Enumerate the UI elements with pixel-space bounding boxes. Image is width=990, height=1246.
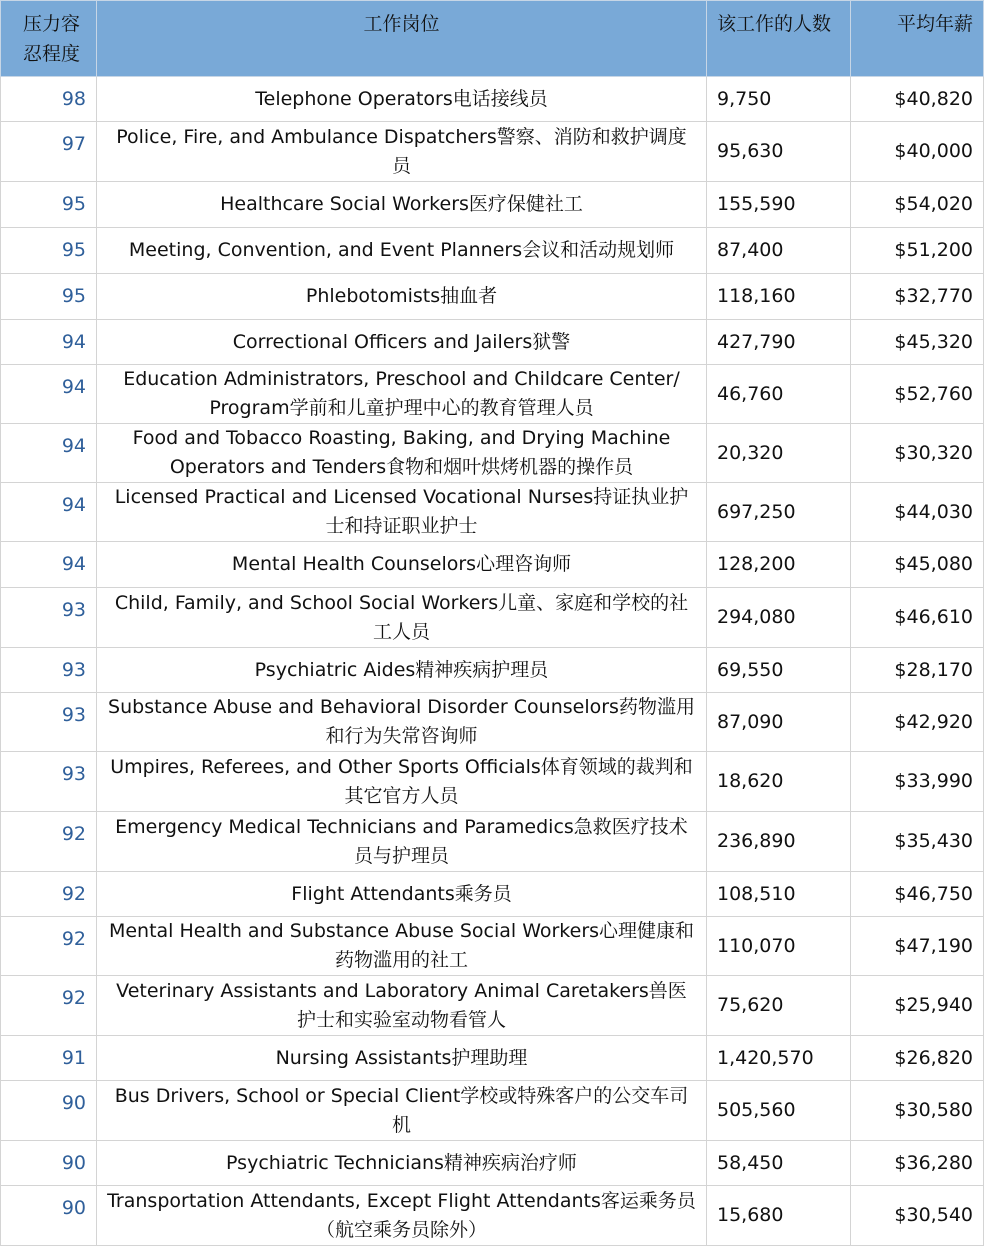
average-salary-cell: $30,580 <box>851 1081 984 1141</box>
table-row <box>1 182 984 228</box>
average-salary-cell: $28,170 <box>851 648 984 693</box>
average-salary-cell: $36,280 <box>851 1141 984 1186</box>
stress-score-cell: 94 <box>1 320 97 365</box>
employment-count-cell: 108,510 <box>707 872 851 917</box>
average-salary-cell: $40,000 <box>851 122 984 182</box>
job-title-cell: Healthcare Social Workers医疗保健社工 <box>97 182 707 228</box>
stress-score-cell: 93 <box>1 752 97 812</box>
employment-count-cell: 155,590 <box>707 182 851 228</box>
job-title-cell: Bus Drivers, School or Special Client学校或特殊客户的公交车司机 <box>97 1081 707 1141</box>
employment-count-cell: 46,760 <box>707 365 851 424</box>
table-row <box>1 752 984 812</box>
employment-count-cell: 18,620 <box>707 752 851 812</box>
job-title-cell: Education Administrators, Preschool and Childcare Center/ Program学前和儿童护理中心的教育管理人员 <box>97 365 707 424</box>
table-row <box>1 648 984 693</box>
average-salary-cell: $32,770 <box>851 274 984 320</box>
average-salary-cell: $45,080 <box>851 542 984 588</box>
table-row <box>1 365 984 424</box>
header-row <box>1 1 984 77</box>
employment-count-cell: 294,080 <box>707 588 851 648</box>
stress-score-cell: 95 <box>1 228 97 274</box>
job-title-cell: Phlebotomists抽血者 <box>97 274 707 320</box>
average-salary-cell: $51,200 <box>851 228 984 274</box>
job-title-cell: Emergency Medical Technicians and Paramedics急救医疗技术员与护理员 <box>97 812 707 872</box>
job-title-cell: Licensed Practical and Licensed Vocational Nurses持证执业护士和持证职业护士 <box>97 483 707 542</box>
average-salary-cell: $46,750 <box>851 872 984 917</box>
job-title-cell: Mental Health and Substance Abuse Social Workers心理健康和药物滥用的社工 <box>97 917 707 976</box>
employment-count-cell: 58,450 <box>707 1141 851 1186</box>
job-title-cell: Child, Family, and School Social Workers儿童、家庭和学校的社工人员 <box>97 588 707 648</box>
table-row <box>1 542 984 588</box>
employment-count-cell: 128,200 <box>707 542 851 588</box>
stress-score-cell: 91 <box>1 1036 97 1081</box>
stress-score-cell: 92 <box>1 812 97 872</box>
stress-score-cell: 93 <box>1 648 97 693</box>
table-row <box>1 122 984 182</box>
table-row <box>1 320 984 365</box>
table-row <box>1 424 984 483</box>
job-title-cell: Correctional Officers and Jailers狱警 <box>97 320 707 365</box>
employment-count-cell: 1,420,570 <box>707 1036 851 1081</box>
stress-score-cell: 90 <box>1 1141 97 1186</box>
employment-count-cell: 87,400 <box>707 228 851 274</box>
stress-score-cell: 95 <box>1 182 97 228</box>
average-salary-cell: $33,990 <box>851 752 984 812</box>
job-title-cell: Umpires, Referees, and Other Sports Officials体育领域的裁判和其它官方人员 <box>97 752 707 812</box>
employment-count-cell: 110,070 <box>707 917 851 976</box>
average-salary-cell: $26,820 <box>851 1036 984 1081</box>
table-header <box>1 1 984 77</box>
job-title-cell: Food and Tobacco Roasting, Baking, and Drying Machine Operators and Tenders食物和烟叶烘烤机器的操作员 <box>97 424 707 483</box>
average-salary-cell: $35,430 <box>851 812 984 872</box>
average-salary-cell: $52,760 <box>851 365 984 424</box>
table-row <box>1 976 984 1036</box>
stress-score-cell: 94 <box>1 424 97 483</box>
stress-score-cell: 90 <box>1 1081 97 1141</box>
employment-count-cell: 505,560 <box>707 1081 851 1141</box>
table-row <box>1 1036 984 1081</box>
job-title-cell: Substance Abuse and Behavioral Disorder Counselors药物滥用和行为失常咨询师 <box>97 693 707 752</box>
employment-count-cell: 697,250 <box>707 483 851 542</box>
average-salary-cell: $45,320 <box>851 320 984 365</box>
table-row <box>1 917 984 976</box>
job-title-cell: Flight Attendants乘务员 <box>97 872 707 917</box>
stress-score-cell: 92 <box>1 872 97 917</box>
table-row <box>1 1141 984 1186</box>
average-salary-cell: $54,020 <box>851 182 984 228</box>
stress-score-cell: 92 <box>1 917 97 976</box>
table-body <box>1 77 984 1246</box>
stress-score-cell: 98 <box>1 77 97 122</box>
average-salary-cell: $40,820 <box>851 77 984 122</box>
average-salary-cell: $46,610 <box>851 588 984 648</box>
job-title-cell: Transportation Attendants, Except Flight Attendants客运乘务员（航空乘务员除外） <box>97 1186 707 1246</box>
job-title-cell: Mental Health Counselors心理咨询师 <box>97 542 707 588</box>
table-row <box>1 693 984 752</box>
table-row <box>1 1186 984 1246</box>
stress-score-cell: 93 <box>1 693 97 752</box>
header-job-title: 工作岗位 <box>97 1 707 77</box>
header-average-salary: 平均年薪 <box>851 1 984 77</box>
table-row <box>1 274 984 320</box>
average-salary-cell: $47,190 <box>851 917 984 976</box>
table-row <box>1 812 984 872</box>
average-salary-cell: $42,920 <box>851 693 984 752</box>
employment-count-cell: 75,620 <box>707 976 851 1036</box>
table-row <box>1 588 984 648</box>
employment-count-cell: 69,550 <box>707 648 851 693</box>
employment-count-cell: 20,320 <box>707 424 851 483</box>
header-stress-tolerance: 压力容忍程度 <box>1 1 97 77</box>
header-employment-count: 该工作的人数 <box>707 1 851 77</box>
stress-score-cell: 95 <box>1 274 97 320</box>
stress-score-cell: 94 <box>1 483 97 542</box>
job-title-cell: Police, Fire, and Ambulance Dispatchers警察、消防和救护调度员 <box>97 122 707 182</box>
job-title-cell: Veterinary Assistants and Laboratory Animal Caretakers兽医护士和实验室动物看管人 <box>97 976 707 1036</box>
job-title-cell: Psychiatric Aides精神疾病护理员 <box>97 648 707 693</box>
job-title-cell: Meeting, Convention, and Event Planners会议和活动规划师 <box>97 228 707 274</box>
stress-score-cell: 93 <box>1 588 97 648</box>
employment-count-cell: 95,630 <box>707 122 851 182</box>
average-salary-cell: $25,940 <box>851 976 984 1036</box>
employment-count-cell: 9,750 <box>707 77 851 122</box>
table-row <box>1 77 984 122</box>
job-title-cell: Telephone Operators电话接线员 <box>97 77 707 122</box>
employment-count-cell: 427,790 <box>707 320 851 365</box>
table-row <box>1 872 984 917</box>
stress-score-cell: 94 <box>1 542 97 588</box>
employment-count-cell: 87,090 <box>707 693 851 752</box>
average-salary-cell: $30,540 <box>851 1186 984 1246</box>
average-salary-cell: $44,030 <box>851 483 984 542</box>
table-row <box>1 1081 984 1141</box>
stress-score-cell: 94 <box>1 365 97 424</box>
stress-score-cell: 90 <box>1 1186 97 1246</box>
average-salary-cell: $30,320 <box>851 424 984 483</box>
employment-count-cell: 236,890 <box>707 812 851 872</box>
table-row <box>1 228 984 274</box>
employment-count-cell: 118,160 <box>707 274 851 320</box>
job-title-cell: Nursing Assistants护理助理 <box>97 1036 707 1081</box>
job-title-cell: Psychiatric Technicians精神疾病治疗师 <box>97 1141 707 1186</box>
stress-score-cell: 97 <box>1 122 97 182</box>
table-row <box>1 483 984 542</box>
employment-count-cell: 15,680 <box>707 1186 851 1246</box>
stress-score-cell: 92 <box>1 976 97 1036</box>
